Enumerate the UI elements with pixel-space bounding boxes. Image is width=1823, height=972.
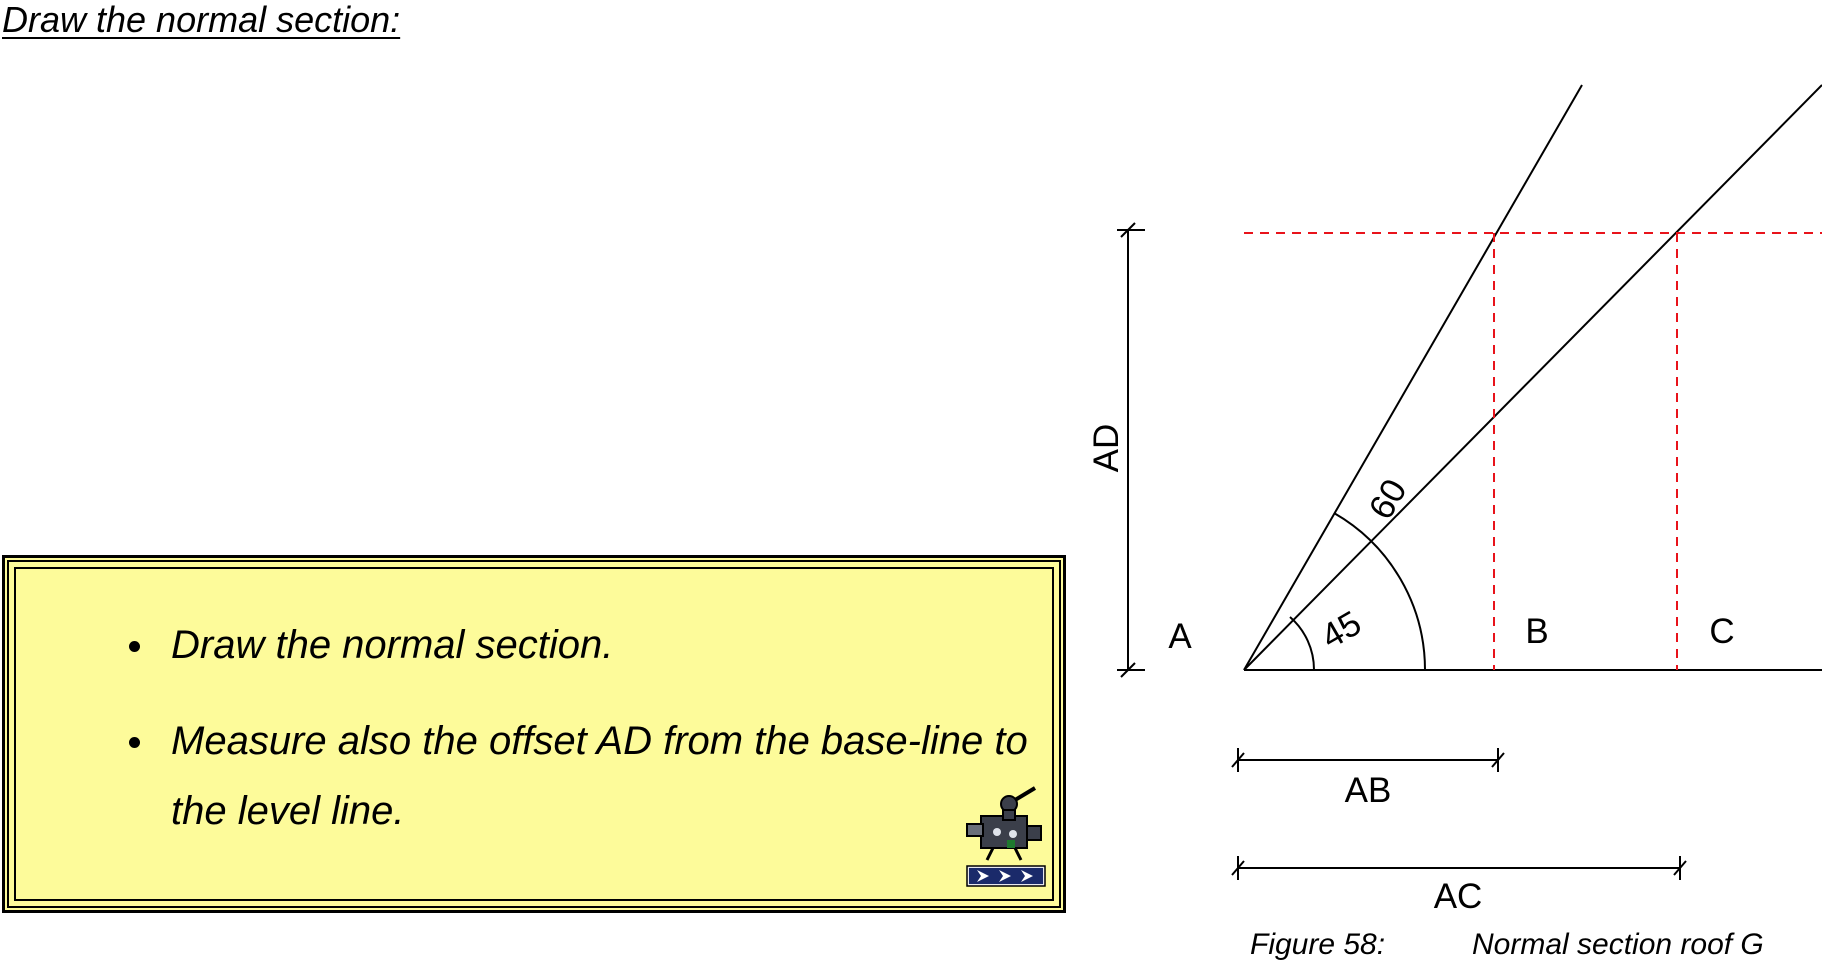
next-button[interactable] <box>963 786 1049 890</box>
dim-label-AC: AC <box>1433 877 1483 916</box>
task-item-draw <box>121 610 1051 680</box>
angle-arc-45 <box>1290 617 1314 670</box>
line-60deg <box>1244 85 1582 670</box>
task-item-text: Draw the normal section. <box>171 623 614 667</box>
figure-number: Figure 58: <box>1250 928 1386 961</box>
bullet-icon <box>129 641 140 652</box>
page-title: Draw the normal section: <box>2 0 401 40</box>
point-label-A: A <box>1168 617 1192 656</box>
bullet-icon <box>129 737 140 748</box>
point-label-C: C <box>1709 612 1735 651</box>
normal-section-diagram <box>1060 70 1822 922</box>
task-box <box>3 556 1065 912</box>
task-item-measure <box>121 706 1051 846</box>
dim-label-AD: AD <box>1087 423 1126 473</box>
figure-title: Normal section roof G <box>1472 928 1764 961</box>
task-item-text: Measure also the offset AD from the base-line to the level line. <box>171 719 1028 833</box>
angle-label-60: 60 <box>1361 472 1415 526</box>
camera-operator-icon <box>967 788 1041 860</box>
line-45deg <box>1244 85 1822 670</box>
next-arrows-icon <box>967 866 1045 886</box>
angle-label-45: 45 <box>1314 603 1368 657</box>
task-list <box>121 610 1051 872</box>
point-label-B: B <box>1525 612 1549 651</box>
figure-caption <box>1250 928 1764 962</box>
dim-label-AB: AB <box>1344 771 1392 810</box>
